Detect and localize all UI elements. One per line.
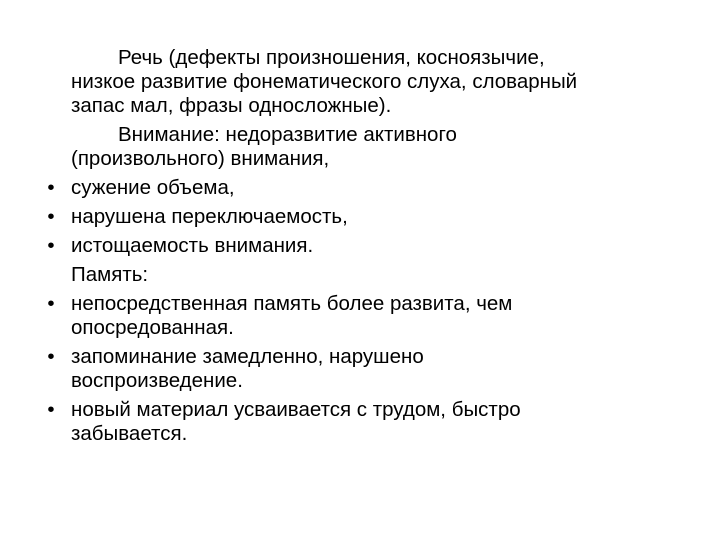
list-item-continuation: забывается. (71, 422, 188, 445)
list-item: • нарушена переключаемость, (44, 202, 684, 231)
list-item: • новый материал усваивается с трудом, быстро (44, 395, 684, 424)
speech-paragraph-line-2: низкое развитие фонематического слуха, словарный (71, 70, 578, 93)
list-item-continuation: воспроизведение. (71, 369, 243, 392)
memory-heading: Память: (71, 263, 149, 286)
bullet-icon: • (47, 292, 55, 315)
list-item: • сужение объема, (44, 173, 684, 202)
list-item: • истощаемость внимания. (44, 231, 684, 260)
attention-paragraph-line-2: (произвольного) внимания, (71, 147, 330, 170)
bullet-icon: • (47, 234, 55, 257)
bullet-icon: • (47, 398, 55, 421)
slide-text-body (44, 43, 684, 448)
bullet-icon: • (47, 205, 55, 228)
bullet-icon: • (47, 345, 55, 368)
bullet-icon: • (47, 176, 55, 199)
list-item: • непосредственная память более развита, чем (44, 289, 684, 318)
speech-paragraph-line-3: запас мал, фразы односложные). (71, 94, 392, 117)
speech-paragraph-line-1: Речь (дефекты произношения, косноязычие, (118, 46, 545, 69)
attention-paragraph-line-1: Внимание: недоразвитие активного (118, 123, 457, 146)
list-item: • запоминание замедленно, нарушено (44, 342, 684, 371)
list-item-continuation: опосредованная. (71, 316, 234, 339)
